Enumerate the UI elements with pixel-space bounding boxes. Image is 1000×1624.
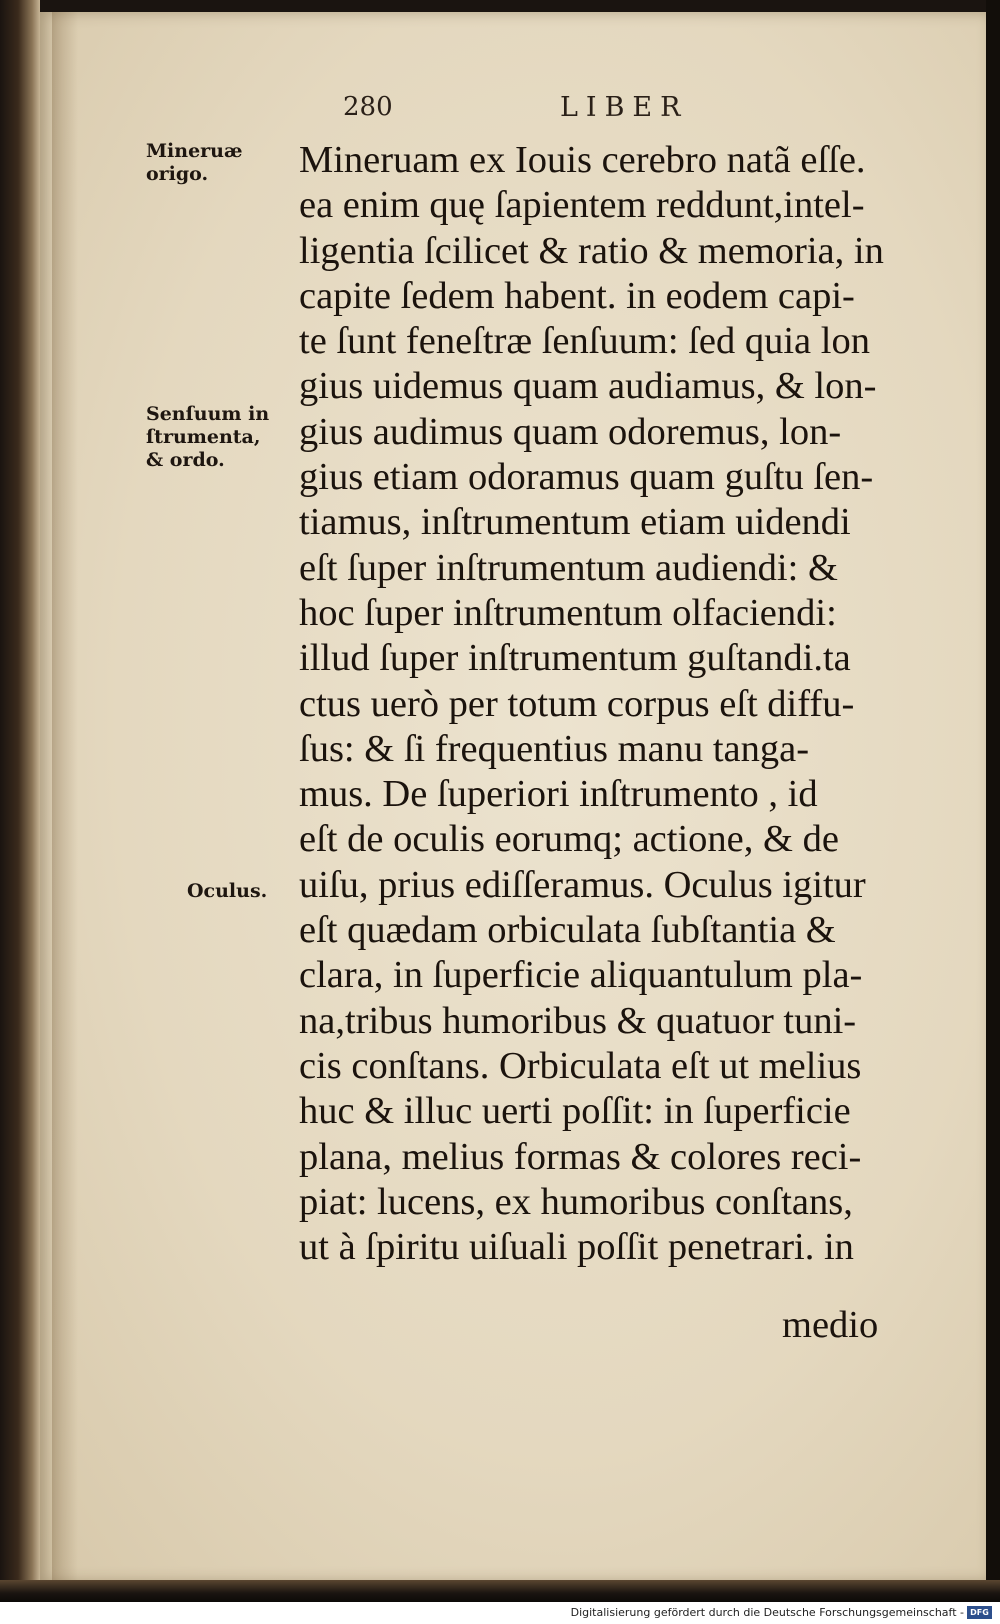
text-line: mus. De ſuperiori inſtrumento , id	[299, 773, 818, 816]
main-text-block	[299, 138, 949, 1270]
text-line: uiſu, prius ediſſeramus. Oculus igitur	[299, 863, 866, 906]
margin-note-line: origo.	[146, 163, 209, 185]
text-line: huc & illuc uerti poſſit: in ſuperficie	[299, 1090, 851, 1133]
text-line: eſt de oculis eorumq; actione, & de	[299, 818, 839, 861]
text-line: ea enim quę ſapientem reddunt,intel-	[299, 184, 865, 227]
text-line: piat: lucens, ex humoribus conſtans,	[299, 1180, 853, 1223]
text-line: tiamus, inſtrumentum etiam uidendi	[299, 501, 851, 544]
digitization-footer	[0, 1604, 1000, 1624]
text-line: capite ſedem habent. in eodem capi-	[299, 274, 855, 317]
text-line: ſus: & ſi frequentius manu tanga-	[299, 727, 810, 770]
page-gutter-shadow	[52, 12, 78, 1582]
margin-note-oculus	[187, 880, 267, 903]
margin-note-line: & ordo.	[146, 449, 225, 471]
margin-note-line: ſtrumenta,	[146, 426, 261, 448]
text-line: hoc ſuper inſtrumentum olfaciendi:	[299, 591, 837, 634]
margin-note-line: Senſuum in	[146, 403, 270, 425]
text-line: gius audimus quam odoremus, lon-	[299, 410, 842, 453]
text-line: clara, in ſuperficie aliquantulum pla-	[299, 954, 863, 997]
margin-note-senses	[146, 403, 269, 472]
text-line: ligentia ſcilicet & ratio & memoria, in	[299, 229, 884, 272]
funding-credit: Digitalisierung gefördert durch die Deutsche Forschungsgemeinschaft -	[570, 1606, 964, 1619]
text-line: na,tribus humoribus & quatuor tuni-	[299, 999, 857, 1042]
text-line: eſt quædam orbiculata ſubſtantia &	[299, 909, 836, 952]
text-line: eſt ſuper inſtrumentum audiendi: &	[299, 546, 838, 589]
text-line: ut à ſpiritu uiſuali poſſit penetrari. in	[299, 1226, 854, 1269]
running-header	[0, 92, 1000, 132]
text-line: te ſunt feneſtræ ſenſuum: ſed quia lon	[299, 320, 870, 363]
running-title: LIBER	[560, 92, 689, 123]
catchword: medio	[782, 1304, 879, 1346]
dfg-logo-icon: DFG	[967, 1606, 992, 1619]
scan-edge-right	[986, 0, 1000, 1600]
text-line: Mineruam ex Iouis cerebro natã eſſe.	[299, 139, 866, 181]
margin-note-line: Oculus.	[187, 880, 268, 902]
text-line: gius uidemus quam audiamus, & lon-	[299, 365, 877, 408]
page-number: 280	[343, 92, 393, 122]
text-line: plana, melius formas & colores reci-	[299, 1135, 862, 1178]
text-line: gius etiam odoramus quam guſtu ſen-	[299, 456, 874, 499]
margin-note-minerva	[146, 140, 243, 186]
text-line: illud ſuper inſtrumentum guſtandi.ta	[299, 637, 851, 680]
scan-edge-bottom	[0, 1580, 1000, 1602]
text-line: ctus uerò per totum corpus eſt diffu-	[299, 682, 855, 725]
book-binding-edge	[0, 0, 40, 1600]
margin-note-line: Mineruæ	[146, 140, 243, 162]
text-line: cis conſtans. Orbiculata eſt ut melius	[299, 1044, 862, 1087]
